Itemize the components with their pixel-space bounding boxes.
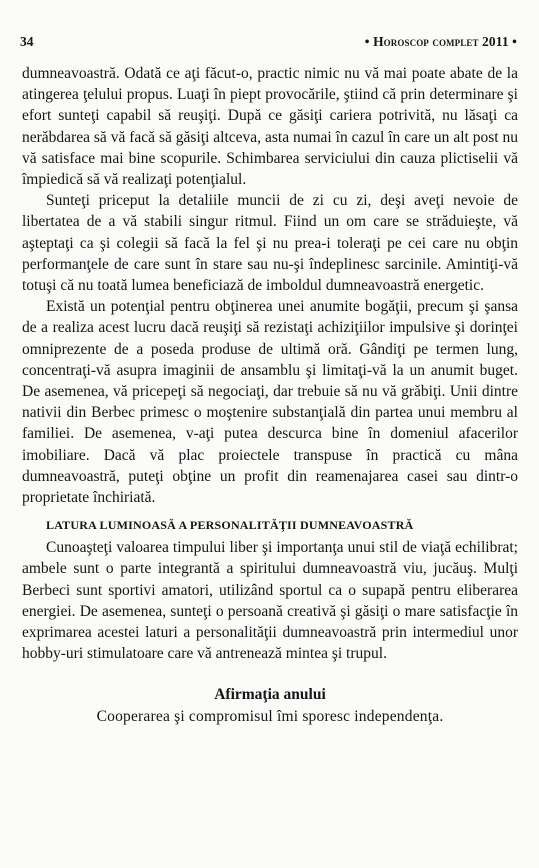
affirmation-title: Afirmaţia anului: [214, 686, 326, 704]
page-number: 34: [20, 34, 34, 49]
page-content: [22, 63, 518, 727]
affirmation-block: [22, 684, 518, 726]
running-title: • Horoscop complet 2011 •: [364, 34, 517, 49]
page-header: [20, 34, 517, 54]
paragraph-continued: dumneavoastră. Odată ce aţi făcut-o, practic nimic nu vă mai poate abate de la atingerea ţelului propus. Luaţi în piept provocările, ştiind că prin determinare şi efort sunteţi capabil să reuşiţi. După ce găsiţi cariera potrivită, nu lăsaţi ca nerăbdarea să vă facă să găsiţi altceva, asta numai în cazul în care un alt post nu vă satisface mai bine scopurile. Schimbarea serviciului din cauza plictiselii vă împiedică să vă realizaţi potenţialul.: [22, 65, 518, 189]
paragraph-wealth: Există un potenţial pentru obţinerea unei anumite bogăţii, precum şi şansa de a realiza acest lucru dacă reuşiţi să rezistaţi achiziţiilor impulsive şi dorinţei omniprezente de a poseda produse de ultimă oră. Gândiţi pe termen lung, concentraţi-vă asupra imaginii de ansamblu şi limitaţi-vă la un anumit buget. De asemenea, vă pricepeţi să negociaţi, dar trebuie să nu vă grăbiţi. Unii dintre nativii din Berbec primesc o moştenire substanţială din partea unui membru al familiei. De asemenea, v-aţi putea descurca bine în domeniul afacerilor imobiliare. Dacă vă plac proiectele transpuse în practică cu mâna dumneavoastră, puteţi obţine un profit din reamenajarea casei sau dintr-o proprietate închiriată.: [22, 298, 518, 507]
affirmation-text: Cooperarea şi compromisul îmi sporesc independenţa.: [96, 707, 444, 725]
section-heading: LATURA LUMINOASĂ A PERSONALITĂŢII DUMNEAVOASTRĂ: [46, 518, 414, 533]
paragraph-bright-side: Cunoaşteţi valoarea timpului liber şi importanţa unui stil de viaţă echilibrat; ambele sunt o parte integrantă a spiritului dumneavoastră viu, jucăuş. Mulţi Berbeci sunt sportivi amatori, utilizând sportul ca o supapă pentru eliberarea energiei. De asemenea, sunteţi o persoană creativă şi găsiţi o mare satisfacţie în exprimarea acestei laturi a personalităţii dumneavoastră prin intermediul unor hobby-uri stimulatoare care vă antrenează mintea şi trupul.: [22, 539, 518, 663]
paragraph-work-details: Sunteţi priceput la detaliile muncii de zi cu zi, deşi aveţi nevoie de libertatea de a vă stabili singur ritmul. Fiind un om care se străduieşte, vă aşteptaţi ca şi colegii să facă la fel şi nu prea-i toleraţi pe cei care nu obţin performanţele de care sunt în stare sau nu-şi îndeplinesc sarcinile. Amintiţi-vă totuşi că nu toată lumea beneficiază de imboldul dumneavoastră energetic.: [22, 192, 518, 295]
